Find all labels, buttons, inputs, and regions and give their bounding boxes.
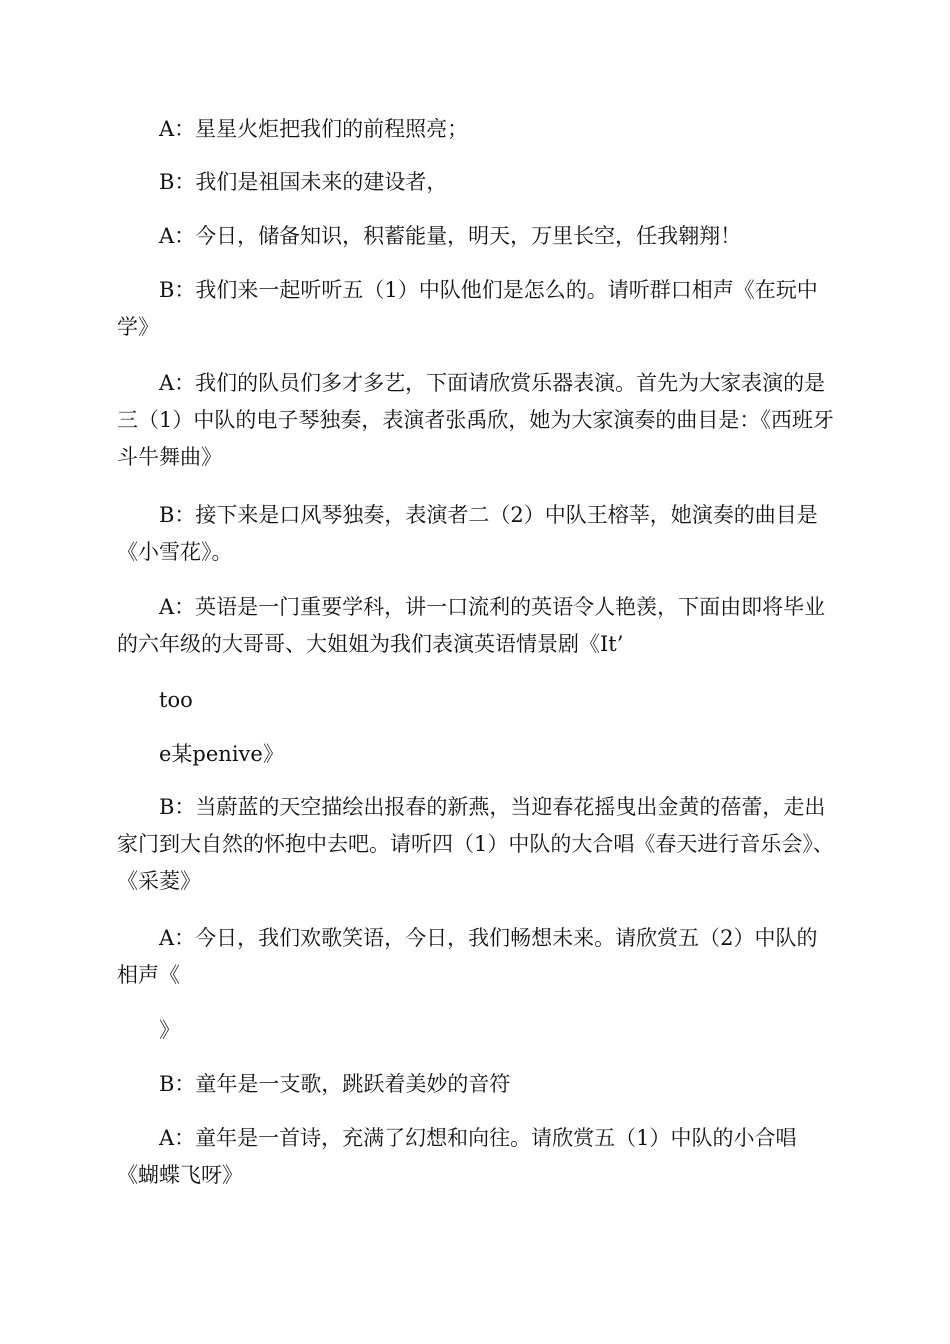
paragraph-6: B：接下来是口风琴独奏，表演者二（2）中队王榕莘，她演奏的曲目是《小雪花》。 [117,503,818,564]
paragraph-12: 》 [159,1018,180,1042]
paragraph-10: B：当蔚蓝的天空描绘出报春的新燕，当迎春花摇曳出金黄的蓓蕾，走出家门到大自然的怀抱中去吧。请听四（1）中队的大合唱《春天进行音乐会》、《采菱》 [117,795,834,893]
paragraph-14: A：童年是一首诗，充满了幻想和向往。请欣赏五（1）中队的小合唱《蝴蝶飞呀》 [117,1126,797,1187]
paragraph-2: B：我们是祖国未来的建设者， [159,170,448,194]
paragraph-1: A：星星火炬把我们的前程照亮； [159,117,469,141]
paragraph-5: A：我们的队员们多才多艺，下面请欣赏乐器表演。首先为大家表演的是三（1）中队的电子琴独奏，表演者张禹欣，她为大家演奏的曲目是：《西班牙斗牛舞曲》 [117,371,834,469]
paragraph-9: e某penive》 [159,742,284,766]
paragraph-3: A：今日，储备知识，积蓄能量，明天，万里长空，任我翱翔！ [159,224,742,248]
paragraph-11: A：今日，我们欢歌笑语，今日，我们畅想未来。请欣赏五（2）中队的相声《 [117,926,818,987]
paragraph-7: A：英语是一门重要学科，讲一口流利的英语令人艳羡，下面由即将毕业的六年级的大哥哥、大姐姐为我们表演英语情景剧《It’ [117,595,826,656]
paragraph-13: B：童年是一支歌，跳跃着美妙的音符 [159,1072,511,1096]
paragraph-8: too [159,688,193,712]
paragraph-4: B：我们来一起听听五（1）中队他们是怎么的。请听群口相声《在玩中学》 [117,278,818,339]
